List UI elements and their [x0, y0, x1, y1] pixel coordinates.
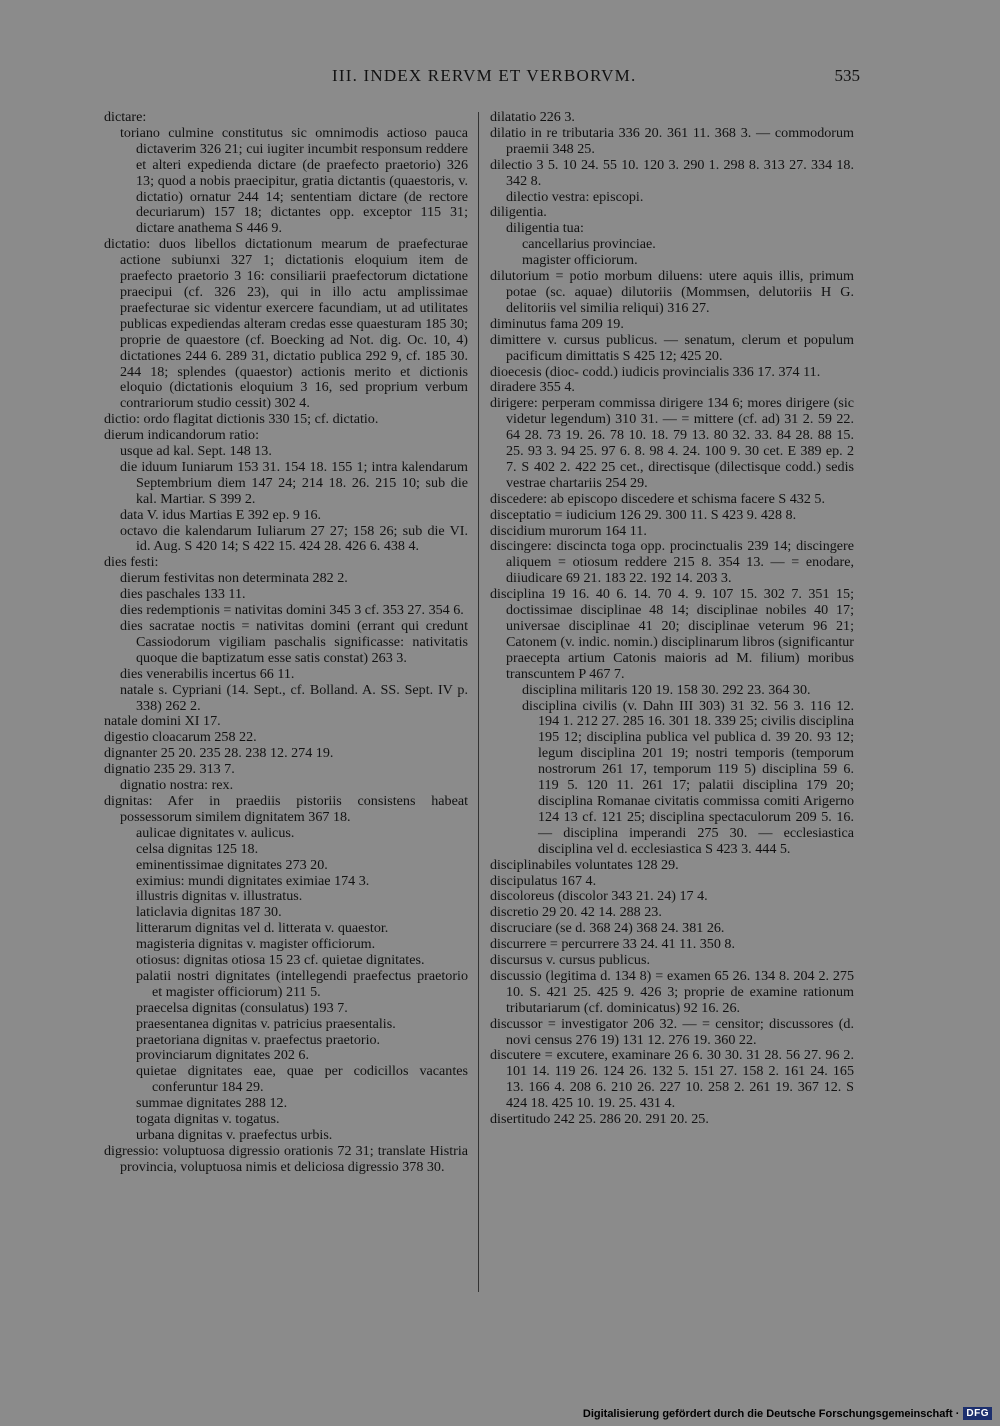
left-column — [104, 110, 468, 1176]
index-entry: dirigere: perperam commissa dirigere 134 6; mores dirigere (sic videtur legendum) 310 31. — = mittere (cf. ad) 31 2. 59 22. 64 28. 73 19. 26. 78 10. 18. 79 13. 80 32. 33. 84 28. 88 15. 25. 93 3. 94 25. 97 6. 8. 98 4. 24. 100 9. 30 cet. E 389 ep. 2 7. S 402 2. 422 25 cet., directisque (dilectisque codd.) sedis vestrae chartariis 254 29. — [490, 395, 854, 491]
index-entry: toriano culmine constitutus sic omnimodis actioso pauca dictaverim 326 21; cui iugiter incumbit responsum reddere et alteri expedienda dictare (de praefecto praetorio) 326 13; quod a nobis praecipitur, gratia dictantis (quaestoris, v. dictatio) ornatur 244 14; sententiam dictare (de rectore decuriarum) 157 18; dictantes opp. exceptor 115 31; dictare anathema S 446 9. — [120, 124, 468, 237]
index-entry: usque ad kal. Sept. 148 13. — [120, 443, 272, 460]
index-entry: summae dignitates 288 12. — [136, 1095, 288, 1112]
footer-credit: Digitalisierung gefördert durch die Deutsche Forschungsgemeinschaft · — [582, 1407, 960, 1420]
index-entry: dierum festivitas non determinata 282 2. — [120, 570, 348, 587]
index-entry: discutere = excutere, examinare 26 6. 30 30. 31 28. 56 27. 96 2. 101 14. 119 26. 124 26. 132 5. 151 27. 158 2. 161 24. 165 13. 166 4. 208 6. 210 26. 227 10. 258 2. 261 19. 367 12. S 424 18. 425 10. 19. 25. 431 4. — [490, 1047, 854, 1112]
index-entry: praetoriana dignitas v. praefectus praetorio. — [136, 1031, 381, 1048]
index-entry: dilectio vestra: episcopi. — [506, 188, 644, 205]
index-entry: discussor = investigator 206 32. — = censitor; discussores (d. novi census 276 19) 131 12. 276 19. 360 22. — [490, 1015, 854, 1048]
index-entry: discipulatus 167 4. — [490, 872, 597, 889]
index-entry: discruciare (se d. 368 24) 368 24. 381 26. — [490, 920, 725, 937]
index-entry: natale domini XI 17. — [104, 713, 221, 730]
index-entry: quietae dignitates eae, quae per codicillos vacantes conferuntur 184 29. — [136, 1063, 468, 1096]
index-entry: dies venerabilis incertus 66 11. — [120, 665, 295, 682]
index-entry: dioecesis (dioc- codd.) iudicis provincialis 336 17. 374 11. — [490, 363, 821, 380]
index-entry: octavo die kalendarum Iuliarum 27 27; 158 26; sub die VI. id. Aug. S 420 14; S 422 15. 424 28. 426 6. 438 4. — [120, 522, 468, 555]
index-entry: dilutorium = potio morbum diluens: utere aquis illis, primum potae (sc. aquae) dilutoriis (Mommsen, delutoriis H G. delitoriis vel similia reliqui) 316 27. — [490, 268, 854, 316]
index-entry: urbana dignitas v. praefectus urbis. — [136, 1127, 333, 1143]
index-entry: diligentia tua: — [506, 220, 584, 237]
index-entry: dignanter 25 20. 235 28. 238 12. 274 19. — [104, 745, 334, 762]
index-entry: eximius: mundi dignitates eximiae 174 3. — [136, 872, 370, 889]
index-entry: diligentia. — [490, 204, 547, 221]
index-entry: aulicae dignitates v. aulicus. — [136, 824, 295, 841]
index-entry: diminutus fama 209 19. — [490, 315, 624, 332]
index-entry: otiosus: dignitas otiosa 15 23 cf. quietae dignitates. — [136, 952, 425, 969]
index-entry: dies redemptionis = nativitas domini 345 3 cf. 353 27. 354 6. — [120, 602, 464, 619]
index-entry: praecelsa dignitas (consulatus) 193 7. — [136, 999, 348, 1016]
index-entry: magister officiorum. — [522, 252, 638, 269]
index-entry: dignitas: Afer in praediis pistoriis consistens habeat possessorum similem dignitatem 367 18. — [104, 792, 468, 825]
index-entry: palatii nostri dignitates (intellegendi praefectus praetorio et magister officiorum) 211 5. — [136, 967, 468, 1000]
index-entry: dictare: — [104, 109, 147, 125]
index-entry: digestio cloacarum 258 22. — [104, 729, 257, 746]
index-entry: disciplinabiles voluntates 128 29. — [490, 856, 679, 873]
column-divider — [478, 112, 479, 1292]
index-entry: disciplina militaris 120 19. 158 30. 292 23. 364 30. — [522, 681, 811, 698]
index-entry: dies paschales 133 11. — [120, 586, 246, 603]
index-entry: magisteria dignitas v. magister officiorum. — [136, 936, 376, 953]
index-entry: eminentissimae dignitates 273 20. — [136, 856, 328, 873]
index-entry: litterarum dignitas vel d. litterata v. quaestor. — [136, 920, 389, 937]
index-entry: cancellarius provinciae. — [522, 236, 656, 253]
index-entry: natale s. Cypriani (14. Sept., cf. Bolland. A. SS. Sept. IV p. 338) 262 2. — [120, 681, 468, 714]
index-entry: dilectio 3 5. 10 24. 55 10. 120 3. 290 1. 298 8. 313 27. 334 18. 342 8. — [490, 156, 854, 189]
index-entry: discingere: discincta toga opp. procinctualis 239 14; discingere aliquem = otiosum reddere 215 8. 354 13. — = enodare, diiudicare 69 21. 183 22. 192 14. 203 3. — [490, 538, 854, 587]
index-entry: togata dignitas v. togatus. — [136, 1111, 280, 1128]
index-entry: dilatatio 226 3. — [490, 109, 575, 125]
index-entry: discursus v. cursus publicus. — [490, 952, 650, 969]
index-entry: data V. idus Martias E 392 ep. 9 16. — [120, 506, 322, 523]
index-entry: dimittere v. cursus publicus. — senatum, clerum et populum pacificum dimittatis S 425 12; 425 20. — [490, 331, 854, 364]
index-entry: disceptatio = iudicium 126 29. 300 11. S 423 9. 428 8. — [490, 506, 797, 523]
running-title: III. INDEX RERVM ET VERBORVM. — [332, 66, 637, 85]
index-entry: celsa dignitas 125 18. — [136, 840, 259, 857]
index-entry: laticlavia dignitas 187 30. — [136, 904, 282, 921]
index-entry: discurrere = percurrere 33 24. 41 11. 350 8. — [490, 936, 735, 953]
index-entry: dignatio 235 29. 313 7. — [104, 761, 235, 778]
index-entry: disciplina 19 16. 40 6. 14. 70 4. 9. 107 15. 302 7. 351 15; doctissimae disciplinae 48 14; disciplinae nobiles 40 17; universae disciplinae 41 20; disciplinae veterum 96 21; Catonem (v. indic. nomin.) disciplinarum libros (significantur praecepta artium Catonis maioris ad M. filium) moribus transcuntem P 467 7. — [490, 586, 854, 682]
index-entry: disertitudo 242 25. 286 20. 291 20. 25. — [490, 1111, 709, 1128]
index-entry: discoloreus (discolor 343 21. 24) 17 4. — [490, 888, 708, 905]
index-entry: dierum indicandorum ratio: — [104, 427, 259, 444]
index-entry: dilatio in re tributaria 336 20. 361 11. 368 3. — commodorum praemii 348 25. — [490, 124, 854, 157]
index-entry: dignatio nostra: rex. — [120, 777, 234, 794]
dfg-logo: DFG — [963, 1407, 992, 1420]
index-entry: dies festi: — [104, 554, 159, 571]
page-number: 535 — [834, 66, 860, 85]
index-entry: discedere: ab episcopo discedere et schisma facere S 432 5. — [490, 490, 825, 507]
index-entry: discretio 29 20. 42 14. 288 23. — [490, 904, 662, 921]
index-entry: disciplina civilis (v. Dahn III 303) 31 32. 56 3. 116 12. 194 1. 212 27. 285 16. 301 18. 339 25; civilis disciplina 195 12; disciplina publica vel publica d. 39 20. 93 12; legum disciplina 201 19; nostri temporis (temporum nostrorum 261 17, temporum 119 5) disciplina 59 6. 119 5. 120 11. 261 17; palatii disciplina 179 20; disciplina Romanae civitatis commissa comiti Arigerno 124 13 cf. 121 25; disciplina spectaculorum 209 5. 16. — disciplina imperandi 275 30. — ecclesiastica disciplina vel d. ecclesiastica S 423 3. 444 5. — [522, 697, 854, 857]
index-entry: diradere 355 4. — [490, 379, 575, 396]
index-entry: discidium murorum 164 11. — [490, 522, 647, 539]
page-header — [100, 66, 860, 94]
right-column — [490, 110, 854, 1128]
footer — [583, 1407, 992, 1420]
index-entry: provinciarum dignitates 202 6. — [136, 1047, 310, 1064]
index-entry: digressio: voluptuosa digressio orationis 72 31; translate Histria provincia, voluptuosa nimis et deliciosa digressio 378 30. — [104, 1142, 468, 1175]
index-entry: dictatio: duos libellos dictationum mearum de praefecturae actione subiunxi 327 1; dictationis eloquium item de praefecto praetorio 3 16: consiliarii praefectorum dictatione praecipui (cf. 326 23), qui in illo actu amplissimae praefecturae sic videntur exercere facundiam, ut ad utilitates publicas expediendas alteram credas esse quaesturam 185 30; proprie de quaestore (cf. Boecking ad Not. dig. Oc. 10, 4) dictationes 244 6. 289 31, dictatio publica 292 9, cf. 185 30. 244 18; splendes (quaestor) actionis merito et dictionis eloquio (dictationis eloquium 3 16, sed proprium verbum contrariorum studio cessit) 302 4. — [104, 236, 468, 412]
index-entry: dictio: ordo flagitat dictionis 330 15; cf. dictatio. — [104, 411, 379, 428]
index-entry: discussio (legitima d. 134 8) = examen 65 26. 134 8. 204 2. 275 10. S. 421 25. 425 9. 426 3; proprie de examine rationum tributariarum (cf. dominicatus) 92 16. 26. — [490, 967, 854, 1016]
index-entry: dies sacratae noctis = nativitas domini (errant qui credunt Cassiodorum vigiliam paschalis significasse: nativitatis quoque die baptizatum esse satis constat) 263 3. — [120, 618, 468, 666]
index-entry: illustris dignitas v. illustratus. — [136, 888, 303, 905]
index-entry: die iduum Iuniarum 153 31. 154 18. 155 1; intra kalendarum Septembrium diem 147 24; 214 18. 26. 215 10; sub die kal. Martiar. S 399 2. — [120, 458, 468, 507]
index-entry: praesentanea dignitas v. patricius praesentalis. — [136, 1015, 396, 1032]
